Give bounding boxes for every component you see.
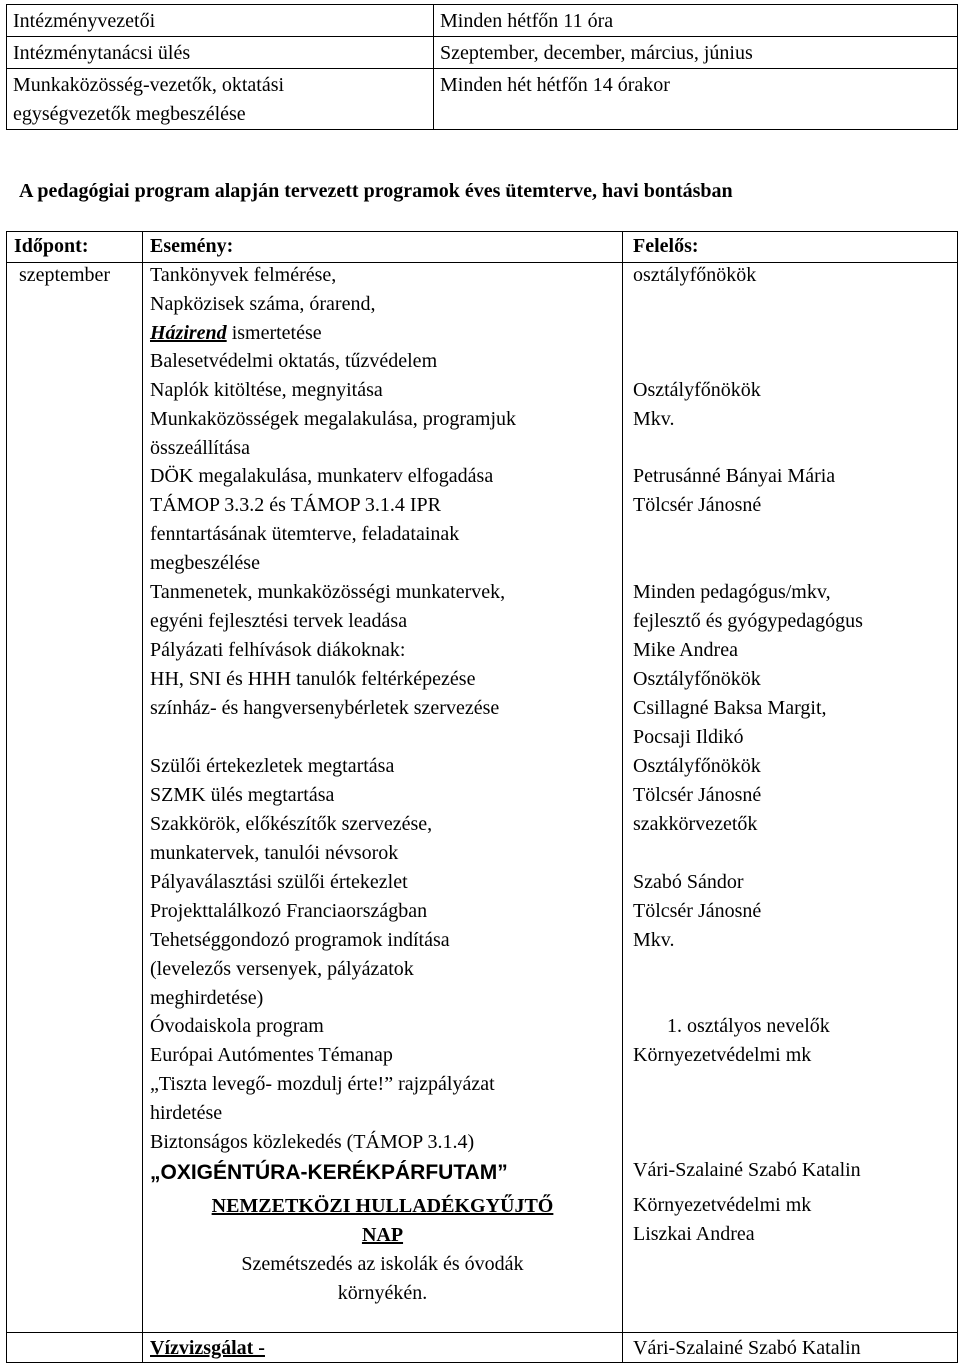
event-line: Tanmenetek, munkaközösségi munkatervek, [150,581,506,603]
water-test-title: Vízvizsgálat - [150,1337,265,1359]
responsible-line: 1. osztályos nevelők [667,1015,830,1037]
responsible-line: Tölcsér Jánosné [633,900,762,922]
event-line: DÖK megalakulása, munkaterv elfogadása [150,465,494,487]
event-line: Szülői értekezletek megtartása [150,755,395,777]
responsible-line: Vári-Szalainé Szabó Katalin [633,1159,861,1181]
event-line: meghirdetése) [150,987,264,1009]
header-responsible: Felelős: [633,235,699,257]
responsible-line: Pocsaji Ildikó [633,726,744,748]
event-line: színház- és hangversenybérletek szervezése [150,697,500,719]
meetings-table [6,4,958,130]
meeting-name-cell [7,5,434,37]
event-line: Projekttalálkozó Franciaországban [150,900,428,922]
month-label: szeptember [19,264,111,286]
meeting-time-cell [434,5,958,37]
waste-day-title: NEMZETKÖZI HULLADÉKGYŰJTŐ [211,1195,554,1217]
waste-day-title: NAP [361,1224,404,1246]
responsible-line: Vári-Szalainé Szabó Katalin [633,1337,861,1359]
event-line: környékén. [337,1282,428,1304]
responsible-line: Környezetvédelmi mk [633,1044,812,1066]
event-line [150,319,322,348]
cell-text: Intézményvezetői [13,10,156,32]
responsible-line: Osztályfőnökök [633,668,761,690]
responsible-line: Mkv. [633,929,675,951]
header-event: Esemény: [150,235,234,257]
row-divider [7,1332,957,1333]
table-row [7,69,958,130]
cell-text: Minden hétfőn 11 óra [440,10,614,32]
event-line: egyéni fejlesztési tervek leadása [150,610,408,632]
event-line: HH, SNI és HHH tanulók feltérképezése [150,668,476,690]
responsible-line: szakkörvezetők [633,813,758,835]
meeting-time-cell [434,69,958,130]
event-line: Biztonságos közlekedés (TÁMOP 3.1.4) [150,1131,475,1153]
event-line: Munkaközösségek megalakulása, programjuk [150,408,517,430]
event-line: megbeszélése [150,552,260,574]
responsible-line: Minden pedagógus/mkv, [633,581,831,603]
section-heading: A pedagógiai program alapján tervezett programok éves ütemterve, havi bontásban [19,180,733,202]
event-line: Szemétszedés az iskolák és óvodák [241,1253,524,1275]
cell-text: Munkaközösség-vezetők, oktatási [13,74,285,96]
meeting-name-cell [7,69,434,130]
event-line: Tankönyvek felmérése, [150,264,337,286]
event-text: ismertetése [226,322,322,344]
responsible-line: Osztályfőnökök [633,379,761,401]
responsible-line: Tölcsér Jánosné [633,784,762,806]
house-rules-text: Házirend [150,322,227,344]
cell-text: Minden hét hétfőn 14 órakor [440,74,670,96]
responsible-line: Mike Andrea [633,639,738,661]
column-divider [622,232,623,1362]
responsible-line: Mkv. [633,408,675,430]
event-line: Szakkörök, előkészítők szervezése, [150,813,433,835]
event-line: TÁMOP 3.3.2 és TÁMOP 3.1.4 IPR [150,494,441,516]
responsible-line: Tölcsér Jánosné [633,494,762,516]
table-row [7,5,958,37]
header-time: Időpont: [14,235,89,257]
bike-tour-title: „OXIGÉNTÚRA-KERÉKPÁRFUTAM” [150,1161,508,1184]
responsible-line: Osztályfőnökök [633,755,761,777]
cell-text: Szeptember, december, március, június [440,42,753,64]
cell-text: egységvezetők megbeszélése [13,103,246,125]
responsible-line: fejlesztő és gyógypedagógus [633,610,863,632]
meeting-time-cell [434,37,958,69]
event-line: Óvodaiskola program [150,1015,324,1037]
event-line: Naplók kitöltése, megnyitása [150,379,383,401]
responsible-line: osztályfőnökök [633,264,757,286]
event-line: Napközisek száma, órarend, [150,293,376,315]
responsible-line: Petrusánné Bányai Mária [633,465,836,487]
responsible-line: Környezetvédelmi mk [633,1194,812,1216]
event-line: összeállítása [150,437,250,459]
responsible-line: Csillagné Baksa Margit, [633,697,827,719]
event-line: Pályaválasztási szülői értekezlet [150,871,408,893]
event-line: (levelezős versenyek, pályázatok [150,958,414,980]
meeting-name-cell [7,37,434,69]
column-divider [142,232,143,1362]
table-row [7,37,958,69]
event-line: SZMK ülés megtartása [150,784,335,806]
responsible-line: Szabó Sándor [633,871,744,893]
responsible-line: Liszkai Andrea [633,1223,755,1245]
cell-text: Intézménytanácsi ülés [13,42,191,64]
event-line: Tehetséggondozó programok indítása [150,929,450,951]
event-line: Balesetvédelmi oktatás, tűzvédelem [150,350,438,372]
event-line: hirdetése [150,1102,223,1124]
event-line: Európai Autómentes Témanap [150,1044,393,1066]
event-line: „Tiszta levegő- mozdulj érte!” rajzpályázat [150,1073,495,1095]
event-line: Pályázati felhívások diákoknak: [150,639,406,661]
event-line: fenntartásának ütemterve, feladatainak [150,523,460,545]
event-line: munkatervek, tanulói névsorok [150,842,399,864]
schedule-table [6,231,958,1363]
